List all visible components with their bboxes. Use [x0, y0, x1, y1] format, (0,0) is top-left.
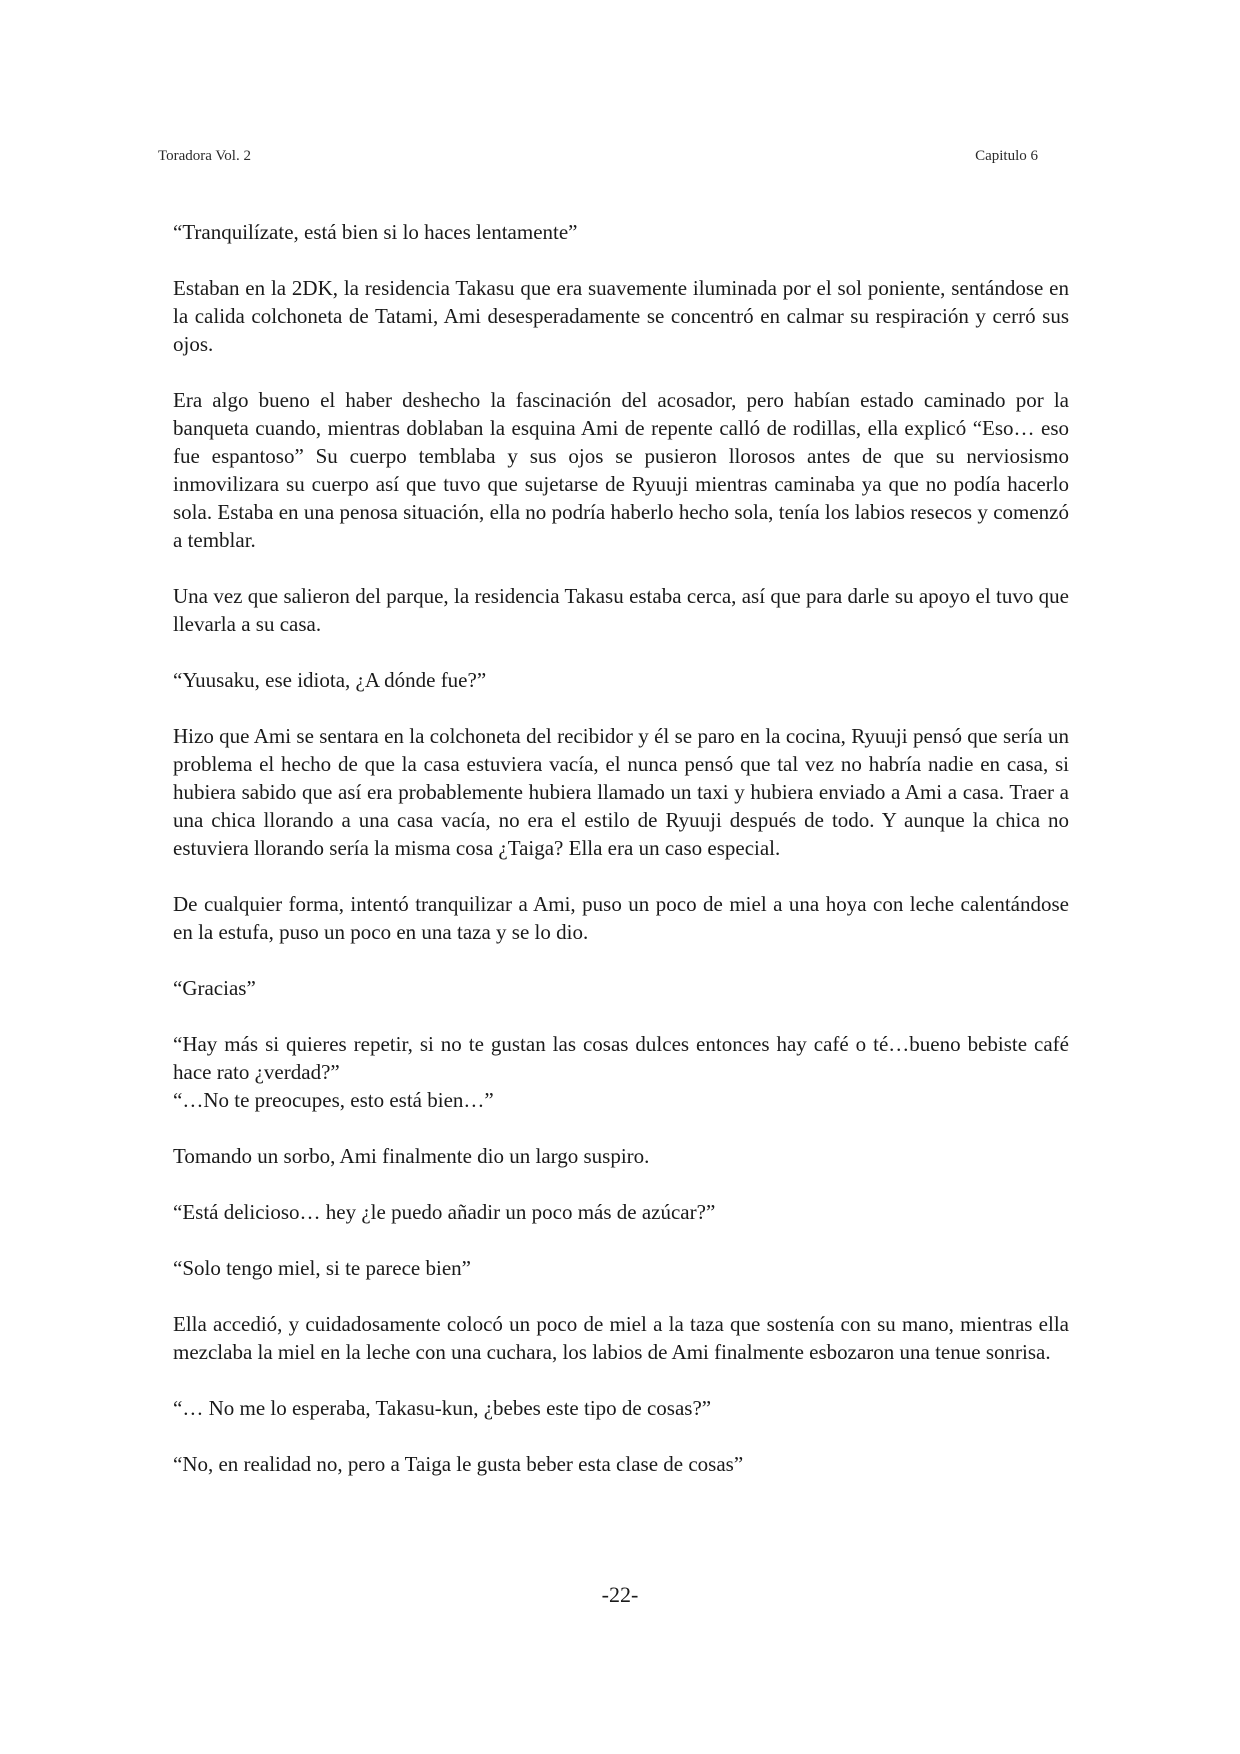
paragraph: Una vez que salieron del parque, la residencia Takasu estaba cerca, así que para darle su apoyo el tuvo que llevarla a su casa. — [173, 584, 1069, 636]
paragraph: Ella accedió, y cuidadosamente colocó un poco de miel a la taza que sostenía con su mano, mientras ella mezclaba la miel en la leche con una cuchara, los labios de Ami finalmente esbozaron una tenue sonrisa. — [173, 1312, 1069, 1364]
paragraph: Hizo que Ami se sentara en la colchoneta del recibidor y él se paro en la cocina, Ryuuji pensó que sería un problema el hecho de que la casa estuviera vacía, el nunca pensó que tal vez no habría nadie en casa, si hubiera sabido que así era probablemente hubiera llamado un taxi y hubiera enviado a Ami a casa. Traer a una chica llorando a una casa vacía, no era el estilo de Ryuuji después de todo. Y aunque la chica no estuviera llorando sería la misma cosa ¿Taiga? Ella era un caso especial. — [173, 724, 1069, 860]
page-number: -22- — [601, 1582, 639, 1607]
paragraph: “Está delicioso… hey ¿le puedo añadir un poco más de azúcar?” — [173, 1200, 716, 1224]
paragraph: De cualquier forma, intentó tranquilizar a Ami, puso un poco de miel a una hoya con leche calentándose en la estufa, puso un poco en una taza y se lo dio. — [173, 892, 1069, 944]
header-chapter: Capitulo 6 — [975, 148, 1038, 164]
paragraph: “Gracias” — [173, 976, 256, 1000]
body-text — [173, 218, 1069, 1506]
paragraph: Estaban en la 2DK, la residencia Takasu que era suavemente iluminada por el sol poniente, sentándose en la calida colchoneta de Tatami, Ami desesperadamente se concentró en calmar su respiración y cerró sus ojos. — [173, 276, 1069, 356]
paragraph: “Tranquilízate, está bien si lo haces lentamente” — [173, 220, 578, 244]
paragraph: “… No me lo esperaba, Takasu-kun, ¿bebes este tipo de cosas?” — [173, 1396, 712, 1420]
paragraph: “No, en realidad no, pero a Taiga le gusta beber esta clase de cosas” — [173, 1452, 744, 1476]
paragraph: “Yuusaku, ese idiota, ¿A dónde fue?” — [173, 668, 487, 692]
header-book-title: Toradora Vol. 2 — [158, 148, 251, 164]
paragraph: Era algo bueno el haber deshecho la fascinación del acosador, pero habían estado caminado por la banqueta cuando, mientras doblaban la esquina Ami de repente calló de rodillas, ella explicó “Eso… eso fue espantoso” Su cuerpo temblaba y sus ojos se pusieron llorosos antes de que su nerviosismo inmovilizara su cuerpo así que tuvo que sujetarse de Ryuuji mientras caminaba ya que no podía hacerlo sola. Estaba en una penosa situación, ella no podría haberlo hecho sola, tenía los labios resecos y comenzó a temblar. — [173, 388, 1069, 552]
paragraph: “Hay más si quieres repetir, si no te gustan las cosas dulces entonces hay café o té…bueno bebiste café hace rato ¿verdad?” — [173, 1032, 1069, 1084]
paragraph: “…No te preocupes, esto está bien…” — [173, 1088, 494, 1112]
paragraph: “Solo tengo miel, si te parece bien” — [173, 1256, 471, 1280]
paragraph: Tomando un sorbo, Ami finalmente dio un largo suspiro. — [173, 1144, 650, 1168]
page-header — [158, 148, 1038, 165]
